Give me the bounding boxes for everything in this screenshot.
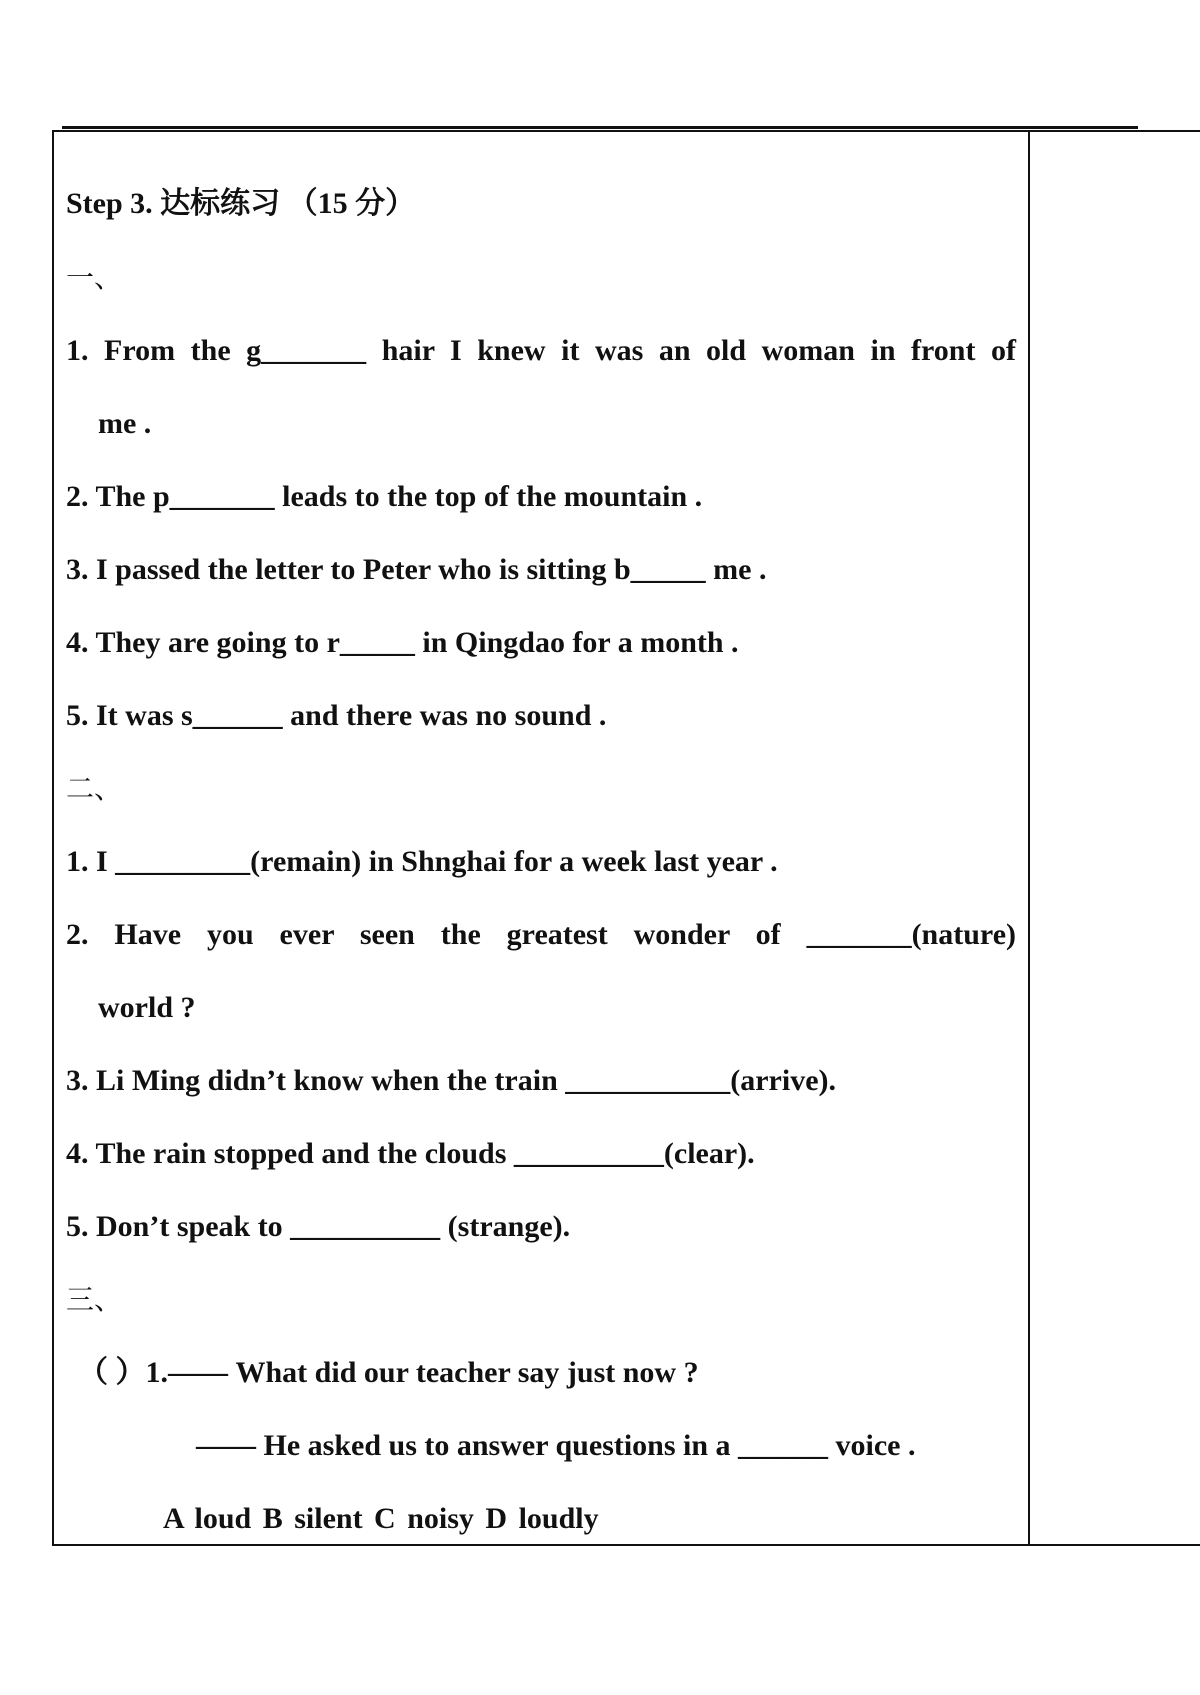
s1-item-5: 5. It was s______ and there was no sound . xyxy=(66,699,607,732)
section-2-heading: 二、 xyxy=(66,772,123,805)
step-title: Step 3. 达标练习 （15 分） xyxy=(66,187,416,220)
s1-item-2: 2. The p_______ leads to the top of the mountain . xyxy=(66,480,703,513)
s3-q1-stem: （ ）1.—— What did our teacher say just now ? xyxy=(78,1356,699,1389)
s1-item-4: 4. They are going to r_____ in Qingdao for a month . xyxy=(66,626,739,659)
s2-item-2: 2. Have you ever seen the greatest wonder of _______(nature) xyxy=(66,918,1016,951)
s3-q1-reply: —— He asked us to answer questions in a ______ voice . xyxy=(196,1429,916,1462)
s2-item-3: 3. Li Ming didn’t know when the train ___________(arrive). xyxy=(66,1064,837,1097)
s2-item-2-cont: world ? xyxy=(98,991,196,1024)
section-3-heading: 三、 xyxy=(66,1283,123,1316)
column-divider xyxy=(1028,130,1030,1546)
s1-item-1: 1. From the g_______ hair I knew it was an old woman in front of xyxy=(66,334,1016,367)
s2-item-4: 4. The rain stopped and the clouds __________(clear). xyxy=(66,1137,755,1170)
s1-item-1-cont: me . xyxy=(98,407,152,440)
s3-q1-options: A loud B silent C noisy D loudly xyxy=(163,1502,599,1535)
s1-item-3: 3. I passed the letter to Peter who is sitting b_____ me . xyxy=(66,553,767,586)
s2-item-1: 1. I _________(remain) in Shnghai for a week last year . xyxy=(66,845,778,878)
top-rule xyxy=(62,126,1138,129)
section-1-heading: 一、 xyxy=(66,261,123,294)
s2-item-5: 5. Don’t speak to __________ (strange). xyxy=(66,1210,571,1243)
exercise-content xyxy=(66,166,1016,1555)
